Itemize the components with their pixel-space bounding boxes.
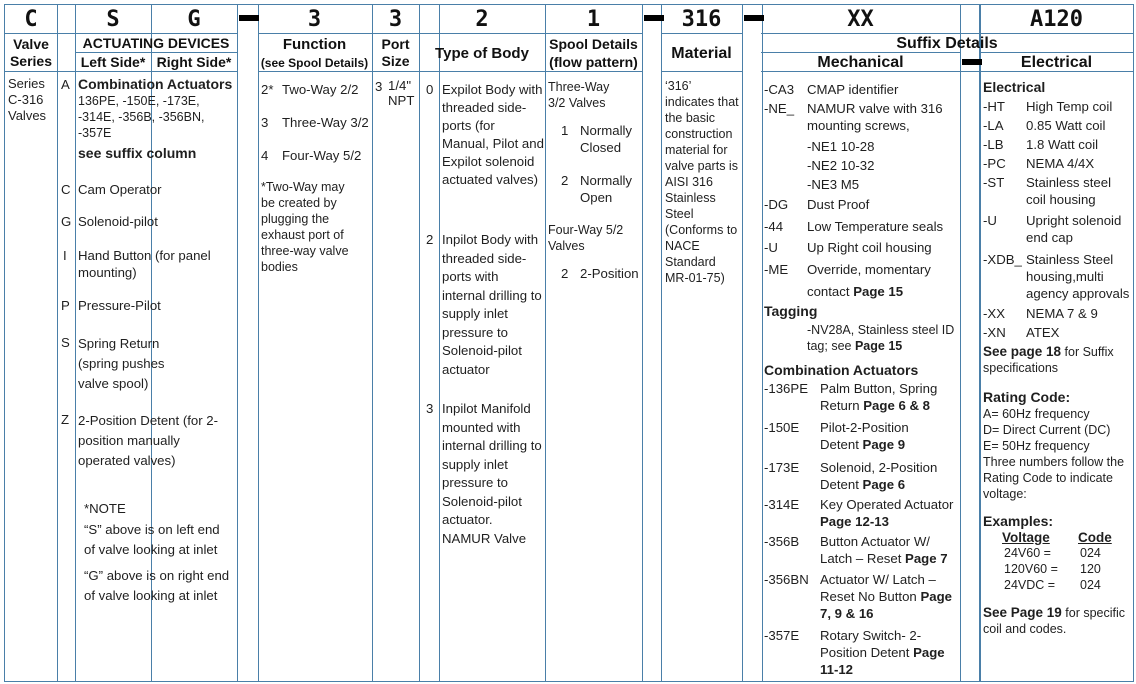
combo-key: -136PE [764,381,808,396]
combo-text: Actuator W/ Latch – Reset No Button Page 7, 9 & 16 [820,572,952,621]
tagging-text: -NV28A, Stainless steel ID tag; see Page 15 [807,323,955,353]
tagging-title: Tagging [764,303,818,319]
mech-key: -DG [764,197,789,212]
header-spool-details: Spool Details [549,36,638,52]
side-note-line-1: “S” above is on left end of valve looking at inlet [84,522,220,557]
header-left-side: Left Side* [80,54,146,70]
header-valve-series: Valve Series [9,36,53,69]
actuator-text-c: Cam Operator [78,182,162,197]
function-key: 3 [261,115,269,130]
actuator-text-s: Spring Return (spring pushes valve spool) [78,336,165,391]
header-right-side: Right Side* [156,54,232,70]
mech-text: Low Temperature seals [807,219,944,234]
header-port-size: Port Size [381,36,410,69]
combo-key: -356B [764,534,800,549]
mech-key: -ME [764,262,789,277]
header-type-of-body: Type of Body [435,45,529,62]
actuator-key-c: C [61,182,71,197]
code-series: C [24,7,38,32]
actuator-note-a: see suffix column [78,145,197,161]
elec-text: Stainless Steel housing,multi agency approvals [1026,252,1130,301]
combo-text: Pilot-2-Position Detent Page 9 [820,420,909,452]
code-left-side: S [106,7,120,32]
elec-text: Upright solenoid end cap [1026,213,1122,245]
header-function-sub: (see Spool Details) [260,56,369,70]
mech-key: -44 [764,219,784,234]
code-suffix-mechanical: XX [847,7,874,32]
code-right-side: G [187,7,201,32]
combo-text: Palm Button, Spring Return Page 6 & 8 [820,381,938,413]
body-text: Expilot Body with threaded side-ports (for Manual, Pilot and Expilot solenoid actuated valves) [442,82,544,187]
header-spool-sub: (flow pattern) [549,54,638,70]
function-key: 2* [261,82,274,97]
side-note-title: *NOTE [84,501,126,516]
rating-code-title: Rating Code: [983,389,1071,405]
code-port: 3 [388,7,403,32]
see-page-18: See page 18 for Suffix specifications [983,344,1114,375]
elec-key: -LA [983,118,1004,133]
elec-key: -XN [983,325,1006,340]
example-voltage: 24V60 = [1004,546,1051,560]
mech-text: NAMUR valve with 316 mounting screws, [807,101,943,133]
combination-title: Combination Actuators [764,362,919,378]
combo-key: -314E [764,497,800,512]
elec-text: 0.85 Watt coil [1026,118,1106,133]
code-body: 2 [475,7,489,32]
mech-key: -U [764,240,778,255]
actuator-text-p: Pressure-Pilot [78,298,161,313]
elec-key: -XX [983,306,1005,321]
actuator-key-a: A [61,77,70,92]
body-key: 0 [426,82,434,97]
spool-key: 1 [561,123,569,138]
elec-key: -HT [983,99,1005,114]
header-actuating-devices: ACTUATING DEVICES [82,35,230,51]
function-key: 4 [261,148,269,163]
header-electrical: Electrical [1020,54,1093,71]
ordering-code-table [4,4,1134,682]
header-material: Material [671,45,732,62]
body-extra: NAMUR Valve [442,531,527,546]
combo-text: Button Actuator W/ Latch – Reset Page 7 [820,534,948,566]
function-text: Two-Way 2/2 [282,82,359,97]
actuator-text-g: Solenoid-pilot [78,214,158,229]
elec-text: ATEX [1026,325,1060,340]
valve-series-text: Series C-316 Valves [8,76,47,123]
actuator-title-a: Combination Actuators [78,76,233,92]
combo-text: Rotary Switch- 2-Position Detent Page 11-12 [820,628,945,677]
actuator-key-s: S [61,335,70,350]
elec-text: NEMA 7 & 9 [1026,306,1098,321]
mech-text: -NE1 10-28 [807,139,875,154]
actuator-key-i: I [63,248,67,263]
function-text: Three-Way 3/2 [282,115,369,130]
elec-key: -LB [983,137,1004,152]
combo-text: Key Operated Actuator Page 12-13 [820,497,954,529]
body-key: 2 [426,232,434,247]
combo-key: -150E [764,420,800,435]
mech-key: -NE_ [764,101,795,116]
examples-title: Examples: [983,513,1054,529]
header-suffix-details: Suffix Details [896,35,998,52]
function-text: Four-Way 5/2 [282,148,362,163]
mech-key: -CA3 [764,82,795,97]
mech-text: Up Right coil housing [807,240,932,255]
elec-text: 1.8 Watt coil [1026,137,1099,152]
example-code: 024 [1080,546,1101,560]
code-suffix-electrical: A120 [1030,7,1083,32]
body-text: Inpilot Manifold mounted with internal drilling to supply inlet pressure to Solenoid-pilot actuator. [442,401,542,527]
see-page-19: See Page 19 for specific coil and codes. [983,605,1126,636]
port-size-text: 1/4" NPT [388,78,415,108]
code-material: 316 [681,7,722,32]
side-note-line-2: “G” above is on right end of valve looking at inlet [84,568,230,603]
mech-text: -NE3 M5 [807,177,860,192]
combo-key: -173E [764,460,800,475]
elec-text: NEMA 4/4X [1026,156,1095,171]
header-function: Function [282,36,347,53]
combo-key: -356BN [764,572,809,587]
example-code: 120 [1080,562,1101,576]
material-text: ‘316’ indicates that the basic construction material for valve parts is AISI 316 Stainless Steel (Conforms to NACE Standard MR-01-75) [665,79,739,285]
elec-key: -ST [983,175,1005,190]
body-key: 3 [426,401,434,416]
electrical-title: Electrical [983,79,1046,95]
actuator-key-z: Z [61,412,70,427]
function-note: *Two-Way may be created by plugging the exhaust port of three-way valve bodies [261,180,349,274]
elec-key: -XDB_ [983,252,1022,267]
example-voltage: 120V60 = [1004,562,1058,576]
mech-text: Override, momentary [807,262,931,277]
combo-text: Solenoid, 2-Position Detent Page 6 [820,460,938,492]
mech-text: CMAP identifier [807,82,899,97]
port-key: 3 [375,79,383,94]
mech-text: Dust Proof [807,197,870,212]
example-code: 024 [1080,578,1101,592]
rating-line: Three numbers follow the Rating Code to indicate voltage: [983,455,1125,501]
rating-line: A= 60Hz frequency [983,407,1090,421]
combo-key: -357E [764,628,800,643]
elec-key: -PC [983,156,1006,171]
spool-key: 2 [561,266,569,281]
elec-text: Stainless steel coil housing [1026,175,1112,207]
mech-text: -NE2 10-32 [807,158,875,173]
example-voltage: 24VDC = [1004,578,1056,592]
spool-text: Normally Closed [580,123,633,155]
code-spool: 1 [586,7,601,32]
body-text: Inpilot Body with threaded side-ports with internal drilling to supply inlet pressure to Solenoid-pilot actuator [442,232,542,377]
mech-text: contact [807,284,850,299]
spool-text: 2-Position [580,266,639,281]
actuator-key-p: P [61,298,70,313]
actuator-text-i: Hand Button (for panel mounting) [78,248,211,280]
spool-four-way-title: Four-Way 5/2 Valves [548,223,624,253]
actuator-text-z: 2-Position Detent (for 2-position manually operated valves) [78,413,218,468]
rating-line: E= 50Hz frequency [983,439,1090,453]
spool-key: 2 [561,173,569,188]
code-function: 3 [307,7,322,32]
elec-text: High Temp coil [1026,99,1113,114]
elec-key: -U [983,213,997,228]
voltage-header: Voltage [1002,530,1050,545]
spool-text: Normally Open [580,173,633,205]
actuator-text-a: 136PE, -150E, -173E, -314E, -356B, -356BN, -357E [78,94,205,140]
rating-line: D= Direct Current (DC) [983,423,1111,437]
spool-three-way-title: Three-Way 3/2 Valves [548,80,610,110]
header-mechanical: Mechanical [817,54,904,71]
mech-page-ref: Page 15 [853,284,904,299]
actuator-key-g: G [61,214,72,229]
code-header: Code [1078,530,1112,545]
